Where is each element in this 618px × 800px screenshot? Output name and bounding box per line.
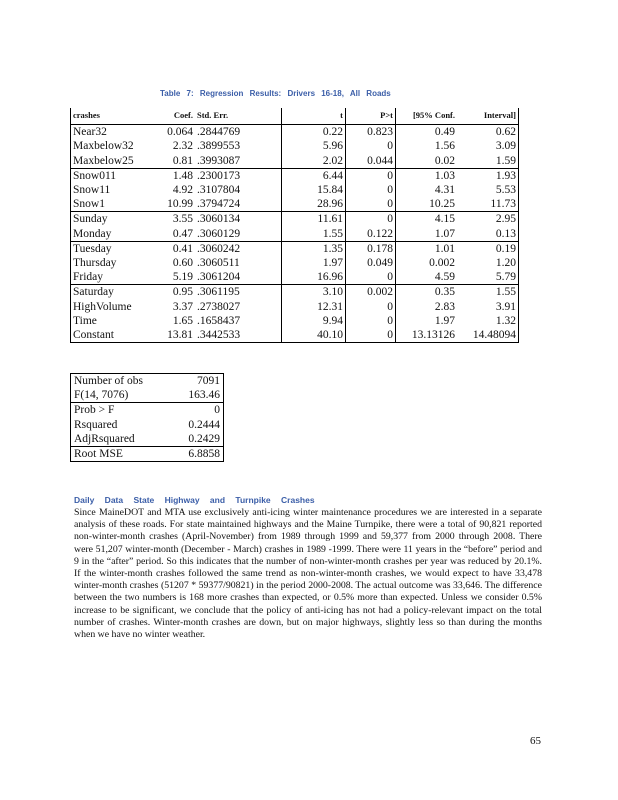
cell-std-err: .1658437 xyxy=(195,314,282,328)
cell-conf-low: 0.002 xyxy=(429,257,455,270)
cell-coef: 0.064 xyxy=(167,126,193,139)
cell-t: 12.31 xyxy=(282,300,346,314)
cell-conf-high: 1.20 xyxy=(457,256,519,270)
regression-table xyxy=(70,108,519,343)
stats-value: 0.2429 xyxy=(188,432,220,445)
cell-variable: Maxbelow32 xyxy=(71,139,144,153)
cell-coef: 0.47 xyxy=(172,227,193,240)
header-p: P>t xyxy=(346,108,396,125)
cell-t: 1.97 xyxy=(282,256,346,270)
cell-conf-high: 1.32 xyxy=(457,314,519,328)
cell-coef: 0.95 xyxy=(143,285,195,300)
cell-conf-high: 0.13 xyxy=(457,227,519,242)
cell-coef: 0.81 xyxy=(172,154,193,167)
cell-conf-low: 1.07 xyxy=(434,227,455,240)
cell-variable: Snow011 xyxy=(71,168,144,183)
cell-conf-high: 1.55 xyxy=(457,285,519,300)
cell-std-err: .2738027 xyxy=(195,300,282,314)
cell-std-err: .3442533 xyxy=(195,328,282,343)
cell-conf-low: 1.97 xyxy=(434,314,455,327)
page-number: 65 xyxy=(530,735,541,747)
cell-conf-high: 5.79 xyxy=(457,270,519,285)
cell-p: 0.178 xyxy=(346,241,396,256)
stats-row xyxy=(71,403,224,418)
body-paragraph: Since MaineDOT and MTA use exclusively anti-icing winter maintenance procedures we are interested in a separate analysis of these roads. For state maintained highways and the Maine Turnpike, there were a total of 90,821 reported non-winter-month crashes (April-November) from 1989 through 1999 and 59,377 from 2000 through 2008. There were 51,207 winter-month (December - March) crashes in 1989 -1999. There were 11 years in the “before” period and 9 in the “after” period. So this indicates that the number of non-winter-month crashes per year was reduced by 20.1%. If the winter-month crashes followed the same trend as non-winter-month crashes, we would expect to have 33,478 winter-month crashes (51207 * 59377/90821) in the period 2000-2008. The actual outcome was 33,646. The difference between the two numbers is 168 more crashes than expected, or 0.5% more than expected. Unless we consider 0.5% increase to be significant, we conclude that the policy of anti-icing has not had a policy-relevant impact on the total number of crashes. Winter-month crashes are down, but on major highways, slightly less so than during the months when we have no winter weather. xyxy=(74,507,542,641)
cell-conf-high: 3.91 xyxy=(457,300,519,314)
cell-p: 0 xyxy=(346,328,396,343)
cell-conf-low: 4.15 xyxy=(396,212,458,227)
header-t: t xyxy=(282,108,346,125)
cell-conf-high: 0.62 xyxy=(457,125,519,140)
cell-coef: 1.48 xyxy=(143,168,195,183)
model-stats-table xyxy=(70,373,224,462)
stats-value: 163.46 xyxy=(188,389,220,402)
cell-p: 0 xyxy=(346,314,396,328)
cell-conf-high: 14.48094 xyxy=(457,328,519,343)
cell-std-err: .3794724 xyxy=(195,197,282,212)
header-conf-low: [95% Conf. xyxy=(396,108,458,125)
cell-conf-high: 2.95 xyxy=(457,212,519,227)
cell-coef: 2.32 xyxy=(172,140,193,153)
cell-coef: 10.99 xyxy=(167,198,193,211)
stats-label: Rsquared xyxy=(74,418,118,431)
cell-t: 28.96 xyxy=(282,197,346,212)
cell-std-err: .3899553 xyxy=(195,139,282,153)
table-row xyxy=(71,168,519,183)
cell-std-err: .3060129 xyxy=(195,227,282,242)
cell-conf-high: 1.93 xyxy=(457,168,519,183)
header-coef: Coef. xyxy=(143,108,195,125)
cell-std-err: .2300173 xyxy=(195,168,282,183)
cell-t: 40.10 xyxy=(282,328,346,343)
table-row xyxy=(71,154,519,169)
cell-variable: Tuesday xyxy=(71,241,144,256)
cell-std-err: .3993087 xyxy=(195,154,282,169)
cell-coef: 4.92 xyxy=(172,184,193,197)
stats-row xyxy=(71,374,224,389)
cell-p: 0.049 xyxy=(346,256,396,270)
cell-variable: Sunday xyxy=(71,212,144,227)
stats-value: 0.2444 xyxy=(188,418,220,431)
table-row xyxy=(71,241,519,256)
section-heading: Daily Data State Highway and Turnpike Crashes xyxy=(74,495,315,505)
stats-label: Prob > F xyxy=(71,403,170,418)
cell-variable: Time xyxy=(71,314,144,328)
table-row xyxy=(71,212,519,227)
regression-header-row xyxy=(71,108,519,125)
cell-std-err: .3107804 xyxy=(195,183,282,197)
cell-t: 9.94 xyxy=(282,314,346,328)
table-row xyxy=(71,256,519,270)
cell-conf-high: 0.19 xyxy=(457,241,519,256)
cell-conf-low: 1.56 xyxy=(434,140,455,153)
cell-std-err: .3060511 xyxy=(195,256,282,270)
cell-variable: Snow11 xyxy=(71,183,144,197)
cell-conf-low: 4.59 xyxy=(434,271,455,284)
header-std-err: Std. Err. xyxy=(195,108,282,125)
cell-coef: 5.19 xyxy=(172,271,193,284)
cell-conf-low: 0.49 xyxy=(434,126,455,139)
cell-conf-low: 1.03 xyxy=(396,168,458,183)
cell-std-err: .3060134 xyxy=(195,212,282,227)
stats-row xyxy=(71,418,224,432)
table-row xyxy=(71,197,519,212)
model-stats-body xyxy=(71,374,224,462)
cell-coef: 3.37 xyxy=(172,300,193,313)
cell-p: 0 xyxy=(346,270,396,285)
cell-std-err: .3061195 xyxy=(195,285,282,300)
cell-t: 1.35 xyxy=(282,241,346,256)
cell-t: 15.84 xyxy=(282,183,346,197)
cell-p: 0.122 xyxy=(346,227,396,242)
cell-conf-low: 10.25 xyxy=(429,198,455,211)
stats-row xyxy=(71,432,224,447)
table-row xyxy=(71,314,519,328)
table-caption: Table 7: Regression Results: Drivers 16-18, All Roads xyxy=(160,89,391,98)
cell-t: 0.22 xyxy=(282,125,346,140)
cell-p: 0 xyxy=(346,300,396,314)
cell-conf-low: 1.01 xyxy=(396,241,458,256)
cell-coef: 1.65 xyxy=(172,314,193,327)
cell-coef: 0.60 xyxy=(172,257,193,270)
cell-coef: 3.55 xyxy=(143,212,195,227)
cell-conf-high: 5.53 xyxy=(457,183,519,197)
stats-label: Root MSE xyxy=(71,447,170,462)
cell-t: 11.61 xyxy=(282,212,346,227)
cell-p: 0.044 xyxy=(346,154,396,169)
cell-variable: Thursday xyxy=(71,256,144,270)
cell-variable: Near32 xyxy=(71,125,144,140)
cell-t: 3.10 xyxy=(282,285,346,300)
table-row xyxy=(71,125,519,140)
cell-p: 0 xyxy=(346,168,396,183)
cell-coef: 13.81 xyxy=(143,328,195,343)
cell-std-err: .3060242 xyxy=(195,241,282,256)
table-row xyxy=(71,227,519,242)
cell-conf-low: 13.13126 xyxy=(396,328,458,343)
cell-variable: Constant xyxy=(71,328,144,343)
stats-value: 6.8858 xyxy=(169,447,224,462)
cell-conf-high: 3.09 xyxy=(457,139,519,153)
cell-std-err: .2844769 xyxy=(195,125,282,140)
cell-conf-low: 2.83 xyxy=(434,300,455,313)
cell-variable: Maxbelow25 xyxy=(71,154,144,169)
table-row xyxy=(71,270,519,285)
cell-t: 2.02 xyxy=(282,154,346,169)
cell-p: 0.002 xyxy=(346,285,396,300)
cell-variable: HighVolume xyxy=(71,300,144,314)
cell-t: 1.55 xyxy=(282,227,346,242)
table-row xyxy=(71,183,519,197)
stats-row xyxy=(71,388,224,403)
cell-t: 16.96 xyxy=(282,270,346,285)
table-row xyxy=(71,139,519,153)
stats-row xyxy=(71,447,224,462)
cell-conf-low: 0.35 xyxy=(396,285,458,300)
cell-p: 0 xyxy=(346,197,396,212)
cell-coef: 0.41 xyxy=(143,241,195,256)
cell-t: 6.44 xyxy=(282,168,346,183)
header-crashes: crashes xyxy=(71,108,144,125)
header-conf-high: Interval] xyxy=(457,108,519,125)
cell-t: 5.96 xyxy=(282,139,346,153)
cell-std-err: .3061204 xyxy=(195,270,282,285)
cell-p: 0 xyxy=(346,212,396,227)
cell-p: 0.823 xyxy=(346,125,396,140)
table-row xyxy=(71,328,519,343)
cell-variable: Monday xyxy=(71,227,144,242)
cell-variable: Snow1 xyxy=(71,197,144,212)
stats-value: 0 xyxy=(169,403,224,418)
cell-conf-low: 0.02 xyxy=(434,154,455,167)
cell-variable: Saturday xyxy=(71,285,144,300)
cell-p: 0 xyxy=(346,139,396,153)
stats-label: AdjRsquared xyxy=(74,432,135,445)
stats-label: Number of obs xyxy=(74,375,143,387)
table-row xyxy=(71,285,519,300)
regression-body xyxy=(71,125,519,343)
stats-label: F(14, 7076) xyxy=(74,389,129,402)
cell-variable: Friday xyxy=(71,270,144,285)
table-row xyxy=(71,300,519,314)
cell-conf-high: 11.73 xyxy=(457,197,519,212)
cell-p: 0 xyxy=(346,183,396,197)
cell-conf-low: 4.31 xyxy=(434,184,455,197)
cell-conf-high: 1.59 xyxy=(457,154,519,169)
stats-value: 7091 xyxy=(197,375,220,387)
